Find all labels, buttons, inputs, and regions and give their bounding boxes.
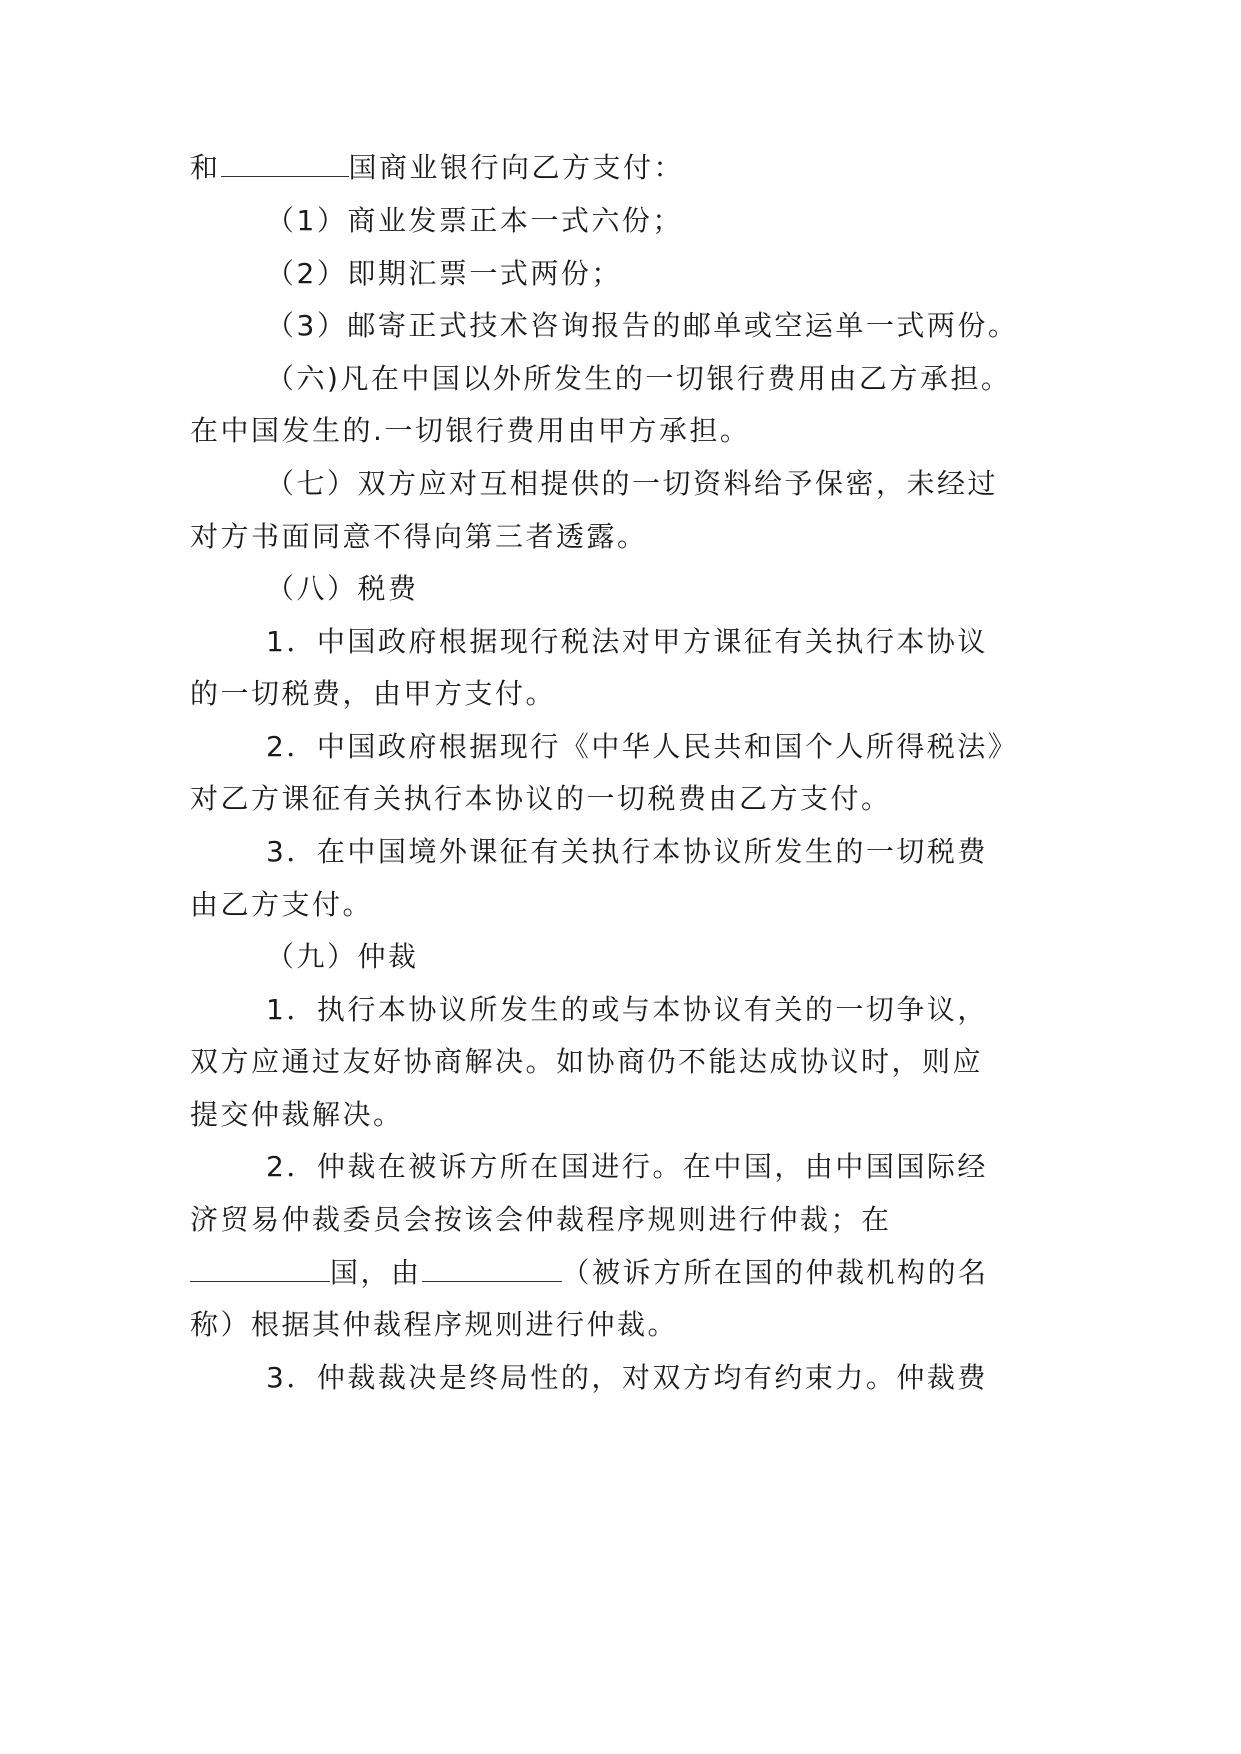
list-item-1: （1）商业发票正本一式六份；: [266, 204, 683, 237]
arbitration-item-3-line-1: 3．仲裁裁决是终局性的，对双方均有约束力。仲裁费: [266, 1361, 988, 1394]
arbitration-item-1-line-2: 双方应通过友好协商解决。如协商仍不能达成协议时，则应: [190, 1045, 984, 1078]
tax-item-3-line-2: 由乙方支付。: [190, 888, 374, 921]
list-item-3: （3）邮寄正式技术咨询报告的邮单或空运单一式两份。: [266, 309, 1019, 342]
arbitration-item-1-line-1: 1．执行本协议所发生的或与本协议有关的一切争议，: [266, 993, 988, 1026]
arbitration-item-2-line-2: 济贸易仲裁委员会按该会仲裁程序规则进行仲裁；在: [190, 1203, 892, 1236]
clause-7-line-2: 对方书面同意不得向第三者透露。: [190, 520, 648, 553]
tax-item-1-line-2: 的一切税费，由甲方支付。: [190, 677, 557, 710]
fill-in-blank: [221, 150, 349, 177]
line-text: 和: [190, 151, 221, 184]
tax-item-2-line-2: 对乙方课征有关执行本协议的一切税费由乙方支付。: [190, 782, 892, 815]
tax-item-1-line-1: 1．中国政府根据现行税法对甲方课征有关执行本协议: [266, 625, 988, 658]
line-text: 国，由: [330, 1256, 422, 1289]
tax-item-2-line-1: 2．中国政府根据现行《中华人民共和国个人所得税法》: [266, 730, 1019, 763]
arbitration-item-1-line-3: 提交仲裁解决。: [190, 1098, 404, 1131]
arbitration-item-2-line-1: 2．仲裁在被诉方所在国进行。在中国，由中国国际经: [266, 1150, 988, 1183]
paragraph-line-1: [190, 148, 684, 188]
line-text: 国商业银行向乙方支付：: [348, 151, 685, 184]
section-heading-tax: （八）税费: [266, 572, 419, 605]
list-item-2: （2）即期汇票一式两份；: [266, 257, 622, 290]
tax-item-3-line-1: 3．在中国境外课征有关执行本协议所发生的一切税费: [266, 835, 988, 868]
section-heading-arbitration: （九）仲裁: [266, 940, 419, 973]
clause-6-line-1: （六)凡在中国以外所发生的一切银行费用由乙方承担。: [266, 362, 1012, 395]
arbitration-item-2-line-3: [190, 1253, 989, 1293]
clause-6-line-2: 在中国发生的.一切银行费用由甲方承担。: [190, 414, 751, 447]
clause-7-line-1: （七）双方应对互相提供的一切资料给予保密，未经过: [266, 467, 999, 500]
fill-in-blank: [422, 1255, 562, 1282]
line-text: （被诉方所在国的仲裁机构的名: [561, 1256, 989, 1289]
arbitration-item-2-line-4: 称）根据其仲裁程序规则进行仲裁。: [190, 1308, 679, 1341]
fill-in-blank: [190, 1255, 330, 1282]
